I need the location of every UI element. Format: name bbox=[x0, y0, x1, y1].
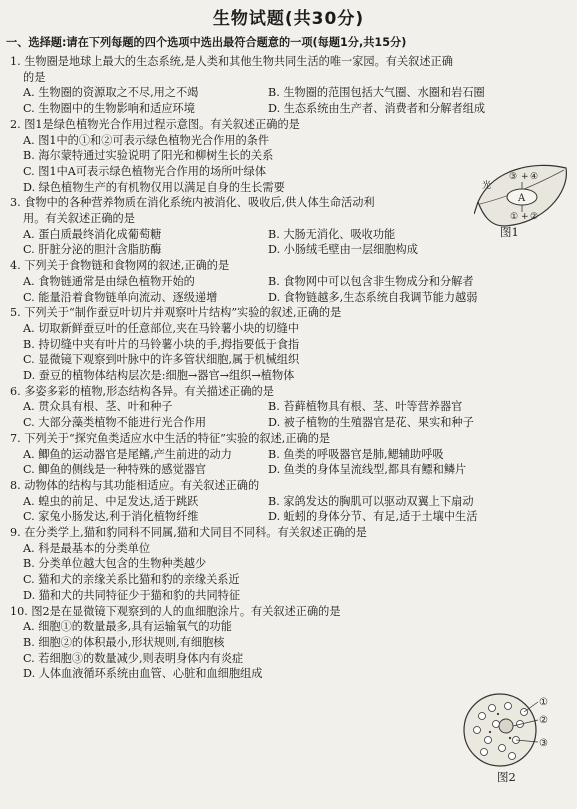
mark-plus-top: + bbox=[521, 172, 529, 182]
mark-3: ③ bbox=[509, 172, 518, 182]
question-8-option: B. 家鸽发达的胸肌可以驱动双翼上下扇动 bbox=[268, 494, 474, 508]
question-6-stem: 6. 多姿多彩的植物,形态结构各异。有关描述正确的是 bbox=[10, 384, 274, 398]
question-4-option: C. 能量沿着食物链单向流动、逐级递增 bbox=[23, 290, 218, 304]
question-1-option: A. 生物圈的资源取之不尽,用之不竭 bbox=[23, 86, 199, 100]
question-10-option: B. 细胞②的体积最小,形状规则,有细胞核 bbox=[23, 635, 225, 649]
question-1-stem: 1. 生物圈是地球上最大的生态系统,是人类和其他生物共同生活的唯一家园。有关叙述正确 bbox=[10, 55, 453, 68]
mark-plus-bottom: + bbox=[521, 212, 529, 222]
leaf-stem bbox=[474, 202, 478, 214]
label-A: A bbox=[518, 193, 526, 204]
question-5-option: C. 显微镜下观察到叶脉中的许多管状细胞,属于机械组织 bbox=[23, 353, 300, 367]
question-4-option: D. 食物链越多,生态系统自我调节能力越弱 bbox=[268, 290, 478, 304]
question-3-option: D. 小肠绒毛壁由一层细胞构成 bbox=[268, 243, 418, 257]
question-6-option: D. 被子植物的生殖器官是花、果实和种子 bbox=[268, 416, 474, 430]
question-2-option: A. 图1中的①和②可表示绿色植物光合作用的条件 bbox=[23, 133, 270, 147]
question-1-option: C. 生物圈中的生物影响和适应环境 bbox=[23, 102, 195, 116]
question-9-option: C. 猫和犬的亲缘关系比猫和豹的亲缘关系近 bbox=[23, 573, 240, 587]
mark-2: ② bbox=[530, 212, 539, 222]
question-7-option: A. 鲫鱼的运动器官是尾鳍,产生前进的动力 bbox=[23, 447, 232, 461]
question-1-stem: 的是 bbox=[23, 70, 46, 84]
question-3-option: C. 肝脏分泌的胆汁含脂肪酶 bbox=[23, 243, 162, 257]
question-4-stem: 4. 下列关于食物链和食物网的叙述,正确的是 bbox=[10, 259, 230, 273]
question-8-stem: 8. 动物体的结构与其功能相适应。有关叙述正确的 bbox=[10, 478, 260, 492]
page-title: 生物试题(共30分) bbox=[212, 9, 365, 29]
question-8-option: C. 家兔小肠发达,利于消化植物纤维 bbox=[23, 510, 199, 524]
question-2-option: D. 绿色植物生产的有机物仅用以满足自身的生长需要 bbox=[23, 180, 285, 194]
question-2-option: C. 图1中A可表示绿色植物光合作用的场所叶绿体 bbox=[23, 164, 267, 178]
question-10-option: D. 人体血液循环系统由血管、心脏和血细胞组成 bbox=[23, 667, 263, 681]
question-10-option: A. 细胞①的数量最多,具有运输氧气的功能 bbox=[23, 620, 232, 634]
question-5-option: B. 持切缝中夹有叶片的马铃薯小块的手,拇指要低于食指 bbox=[23, 337, 300, 351]
section-heading: 一、选择题:请在下列每题的四个选项中选出最符合题意的一项(每题1分,共15分) bbox=[6, 36, 407, 49]
question-10-option: C. 若细胞③的数量减少,则表明身体内有炎症 bbox=[23, 651, 244, 665]
figure-2-blood-smear bbox=[462, 690, 552, 778]
question-2-option: B. 海尔蒙特通过实验说明了阳光和柳树生长的关系 bbox=[23, 149, 274, 163]
question-1-option: D. 生态系统由生产者、消费者和分解者组成 bbox=[268, 102, 486, 116]
question-4-option: B. 食物网中可以包含非生物成分和分解者 bbox=[268, 274, 474, 288]
question-3-option: A. 蛋白质最终消化成葡萄糖 bbox=[23, 227, 162, 241]
figure-1-caption: 图1 bbox=[500, 225, 519, 239]
question-9-option: B. 分类单位越大包含的生物种类越少 bbox=[23, 557, 207, 571]
question-3-option: B. 大肠无消化、吸收功能 bbox=[268, 227, 396, 241]
question-3-stem: 用。有关叙述正确的是 bbox=[23, 212, 135, 225]
white-blood-cell bbox=[499, 719, 513, 733]
question-7-option: D. 鱼类的身体呈流线型,都具有鳔和鳞片 bbox=[268, 463, 467, 477]
question-2-stem: 2. 图1是绿色植物光合作用过程示意图。有关叙述正确的是 bbox=[10, 117, 300, 131]
question-7-stem: 7. 下列关于“探究鱼类适应水中生活的特征”实验的叙述,正确的是 bbox=[10, 431, 331, 445]
label-light: 光 bbox=[482, 181, 492, 191]
question-4-option: A. 食物链通常是由绿色植物开始的 bbox=[23, 274, 195, 288]
question-7-option: B. 鱼类的呼吸器官是肺,鳃辅助呼吸 bbox=[268, 447, 444, 461]
fig2-mark-3: ③ bbox=[539, 738, 548, 749]
mark-1: ① bbox=[510, 212, 519, 222]
question-6-option: C. 大部分藻类植物不能进行光合作用 bbox=[23, 416, 207, 430]
figure-1-leaf-diagram bbox=[474, 162, 574, 230]
question-1-option: B. 生物圈的范围包括大气圈、水圈和岩石圈 bbox=[268, 86, 485, 100]
question-6-option: A. 贯众具有根、茎、叶和种子 bbox=[23, 400, 173, 414]
question-9-option: A. 科是最基本的分类单位 bbox=[23, 541, 151, 555]
fig2-mark-2: ② bbox=[539, 715, 548, 726]
question-3-stem: 3. 食物中的各种营养物质在消化系统内被消化、吸收后,供人体生命活动利 bbox=[10, 196, 375, 210]
fig2-mark-1: ① bbox=[539, 697, 548, 708]
question-5-option: D. 蚕豆的植物体结构层次是:细胞→器官→组织→植物体 bbox=[23, 369, 295, 382]
figure-2-caption: 图2 bbox=[497, 770, 516, 784]
mark-4: ④ bbox=[530, 172, 539, 182]
question-7-option: C. 鲫鱼的侧线是一种特殊的感觉器官 bbox=[23, 463, 207, 477]
question-5-stem: 5. 下列关于“制作蚕豆叶切片并观察叶片结构”实验的叙述,正确的是 bbox=[10, 306, 342, 320]
question-6-option: B. 苔藓植物具有根、茎、叶等营养器官 bbox=[268, 400, 463, 414]
question-10-stem: 10. 图2是在显微镜下观察到的人的血细胞涂片。有关叙述正确的是 bbox=[10, 604, 341, 618]
question-8-option: D. 蚯蚓的身体分节、有足,适于土壤中生活 bbox=[268, 510, 478, 524]
question-8-option: A. 蝗虫的前足、中足发达,适于跳跃 bbox=[23, 494, 199, 508]
question-9-stem: 9. 在分类学上,猫和豹同科不同属,猫和犬同目不同科。有关叙述正确的是 bbox=[10, 526, 367, 539]
question-9-option: D. 猫和犬的共同特征少于猫和豹的共同特征 bbox=[23, 588, 241, 602]
question-5-option: A. 切取新鲜蚕豆叶的任意部位,夹在马铃薯小块的切缝中 bbox=[23, 321, 300, 335]
